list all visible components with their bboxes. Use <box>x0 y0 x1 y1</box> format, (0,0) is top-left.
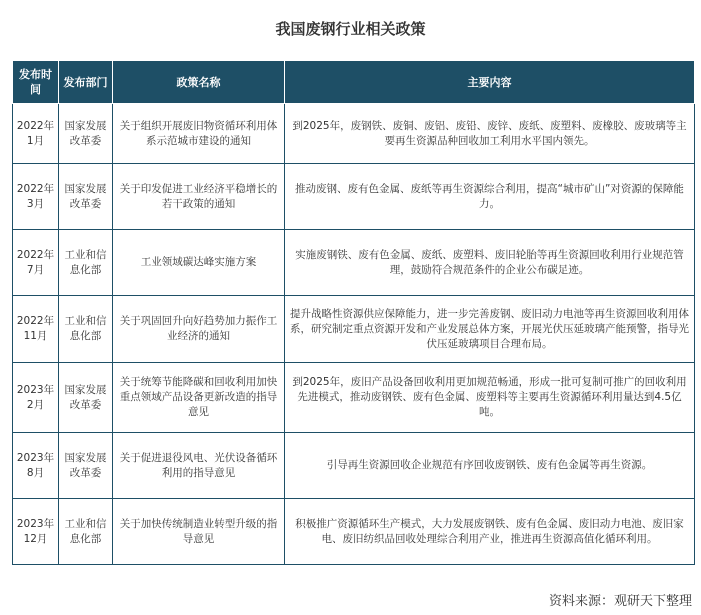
cell-dept: 工业和信息化部 <box>59 230 113 296</box>
cell-policy-name: 关于统筹节能降碳和回收利用加快重点领域产品设备更新改造的指导意见 <box>113 363 285 433</box>
page-title: 我国废钢行业相关政策 <box>275 20 426 38</box>
cell-date: 2023年12月 <box>13 499 59 565</box>
table-row <box>13 433 695 499</box>
header-row <box>13 61 695 104</box>
cell-policy-name: 关于组织开展废旧物资循环利用体系示范城市建设的通知 <box>113 104 285 164</box>
cell-date: 2022年1月 <box>13 104 59 164</box>
cell-content: 推动废钢、废有色金属、废纸等再生资源综合利用，提高“城市矿山”对资源的保障能力。 <box>285 164 695 230</box>
cell-dept: 国家发展改革委 <box>59 433 113 499</box>
table-header <box>13 61 695 104</box>
cell-dept: 工业和信息化部 <box>59 499 113 565</box>
cell-content: 到2025年，废旧产品设备回收利用更加规范畅通，形成一批可复制可推广的回收利用先进模式，推动废钢铁、废有色金属、废塑料等主要再生资源循环利用量达到4.5亿吨。 <box>285 363 695 433</box>
cell-content: 提升战略性资源供应保障能力，进一步完善废钢、废旧动力电池等再生资源回收利用体系，研究制定重点资源开发和产业发展总体方案，开展光伏压延玻璃产能预警，指导光伏压延玻璃项目合理布局。 <box>285 296 695 363</box>
table-row <box>13 230 695 296</box>
header-content: 主要内容 <box>285 61 695 104</box>
table-row <box>13 499 695 565</box>
cell-policy-name: 工业领域碳达峰实施方案 <box>113 230 285 296</box>
cell-content: 实施废钢铁、废有色金属、废纸、废塑料、废旧轮胎等再生资源回收利用行业规范管理，鼓励符合规范条件的企业公布碳足迹。 <box>285 230 695 296</box>
table-row <box>13 363 695 433</box>
table-row <box>13 164 695 230</box>
cell-content: 到2025年，废钢铁、废铜、废铝、废铅、废锌、废纸、废塑料、废橡胶、废玻璃等主要再生资源品种回收加工利用水平国内领先。 <box>285 104 695 164</box>
cell-date: 2023年8月 <box>13 433 59 499</box>
cell-content: 引导再生资源回收企业规范有序回收废钢铁、废有色金属等再生资源。 <box>285 433 695 499</box>
table-row <box>13 104 695 164</box>
table-row <box>13 296 695 363</box>
cell-dept: 工业和信息化部 <box>59 296 113 363</box>
cell-dept: 国家发展改革委 <box>59 104 113 164</box>
cell-policy-name: 关于促进退役风电、光伏设备循环利用的指导意见 <box>113 433 285 499</box>
cell-policy-name: 关于加快传统制造业转型升级的指导意见 <box>113 499 285 565</box>
cell-dept: 国家发展改革委 <box>59 363 113 433</box>
cell-dept: 国家发展改革委 <box>59 164 113 230</box>
cell-date: 2022年11月 <box>13 296 59 363</box>
cell-date: 2022年7月 <box>13 230 59 296</box>
cell-date: 2022年3月 <box>13 164 59 230</box>
header-date: 发布时间 <box>13 61 59 104</box>
cell-policy-name: 关于巩固回升向好趋势加力振作工业经济的通知 <box>113 296 285 363</box>
policy-table <box>12 60 695 565</box>
cell-content: 积极推广资源循环生产模式，大力发展废钢铁、废有色金属、废旧动力电池、废旧家电、废旧纺织品回收处理综合利用产业，推进再生资源高值化循环利用。 <box>285 499 695 565</box>
table-body <box>13 104 695 565</box>
header-dept: 发布部门 <box>59 61 113 104</box>
header-policy-name: 政策名称 <box>113 61 285 104</box>
cell-policy-name: 关于印发促进工业经济平稳增长的 若干政策的通知 <box>113 164 285 230</box>
source-note: 资料来源：观研天下整理 <box>548 594 692 609</box>
cell-date: 2023年2月 <box>13 363 59 433</box>
